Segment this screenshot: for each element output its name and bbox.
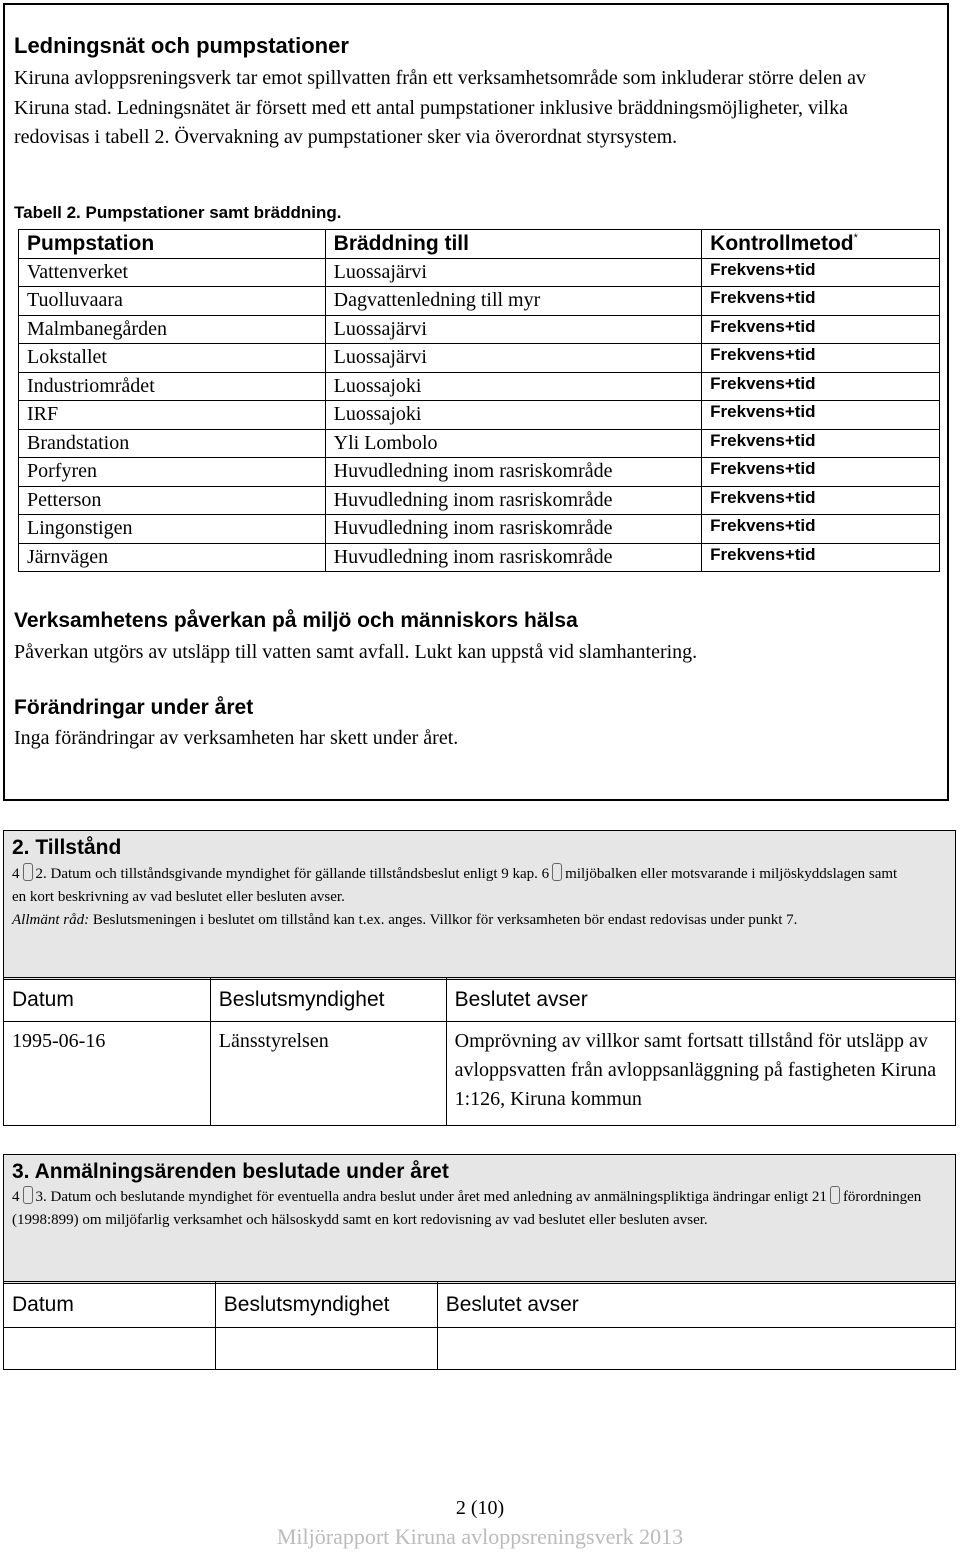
- cell-braddning: Luossajärvi: [325, 315, 702, 344]
- cell-pumpstation: Industriområdet: [19, 372, 326, 401]
- section-title-forandringar: Förändringar under året: [14, 696, 254, 719]
- header-beslutsmyndighet: Beslutsmyndighet: [210, 978, 446, 1022]
- header-braddning: Bräddning till: [325, 230, 702, 259]
- cell-kontrollmetod: Frekvens+tid: [702, 315, 940, 344]
- cell-pumpstation: Lokstallet: [19, 344, 326, 373]
- header-datum: Datum: [4, 1282, 216, 1328]
- table-row: [19, 543, 940, 572]
- cell-datum: [4, 1328, 216, 1370]
- table-caption: Tabell 2. Pumpstationer samt bräddning.: [14, 203, 342, 222]
- cell-datum: 1995-06-16: [4, 1022, 211, 1126]
- section-text-paverkan: Påverkan utgörs av utsläpp till vatten samt avfall. Lukt kan uppstå vid slamhantering.: [14, 641, 698, 663]
- cell-pumpstation: Vattenverket: [19, 258, 326, 287]
- cell-beslutet-avser: Omprövning av villkor samt fortsatt tillstånd för utsläpp av avloppsvatten från avloppsanläggning på fastigheten Kiruna 1:126, Kiruna kommun: [446, 1022, 955, 1126]
- cell-kontrollmetod: Frekvens+tid: [702, 543, 940, 572]
- section-title-tillstand: 2. Tillstånd: [12, 836, 122, 859]
- section-mark-icon: [830, 1186, 840, 1204]
- section-mark-icon: [552, 863, 562, 881]
- cell-braddning: Huvudledning inom rasriskområde: [325, 458, 702, 487]
- cell-beslutet-avser: [437, 1328, 955, 1370]
- section-mark-icon: [23, 1186, 33, 1204]
- header-beslutsmyndighet: Beslutsmyndighet: [215, 1282, 437, 1328]
- cell-kontrollmetod: Frekvens+tid: [702, 429, 940, 458]
- section-title-ledningsnat: Ledningsnät och pumpstationer: [14, 33, 349, 58]
- cell-braddning: Huvudledning inom rasriskområde: [325, 486, 702, 515]
- table-row: [19, 372, 940, 401]
- header-datum: Datum: [4, 978, 211, 1022]
- header-kontrollmetod: Kontrollmetod*: [702, 230, 940, 259]
- table-row: [4, 1328, 956, 1370]
- header-beslutet-avser: Beslutet avser: [437, 1282, 955, 1328]
- cell-kontrollmetod: Frekvens+tid: [702, 458, 940, 487]
- section-mark-icon: [23, 863, 33, 881]
- table-header-row: [4, 1282, 956, 1328]
- anmalan-header-box: [3, 1154, 956, 1284]
- tillstand-hint: 4 2. Datum och tillståndsgivande myndighet för gällande tillståndsbeslut enligt 9 kap. 6 miljöbalken eller motsvarande i miljöskyddslagen samt en kort beskrivning av vad beslutet eller besluten avser. Allmänt råd: Beslutsmeningen i beslutet om tillstånd kan t.ex. anges. Villkor för verksamheten bör endast redovisas under punkt 7.: [12, 863, 912, 932]
- table-row: [19, 315, 940, 344]
- cell-kontrollmetod: Frekvens+tid: [702, 258, 940, 287]
- section-title-anmalan: 3. Anmälningsärenden beslutade under året: [12, 1160, 449, 1183]
- cell-kontrollmetod: Frekvens+tid: [702, 372, 940, 401]
- cell-pumpstation: Lingonstigen: [19, 515, 326, 544]
- cell-pumpstation: Malmbanegården: [19, 315, 326, 344]
- cell-braddning: Luossajoki: [325, 372, 702, 401]
- cell-beslutsmyndighet: [215, 1328, 437, 1370]
- cell-braddning: Luossajärvi: [325, 344, 702, 373]
- table-row: [4, 1022, 956, 1126]
- table-row: [19, 344, 940, 373]
- header-beslutet-avser: Beslutet avser: [446, 978, 955, 1022]
- cell-pumpstation: IRF: [19, 401, 326, 430]
- cell-braddning: Luossajärvi: [325, 258, 702, 287]
- cell-kontrollmetod: Frekvens+tid: [702, 344, 940, 373]
- cell-braddning: Luossajoki: [325, 401, 702, 430]
- cell-kontrollmetod: Frekvens+tid: [702, 401, 940, 430]
- tillstand-header-box: [3, 830, 956, 980]
- footer-text: Miljörapport Kiruna avloppsreningsverk 2013: [276, 1524, 684, 1549]
- cell-braddning: Dagvattenledning till myr: [325, 287, 702, 316]
- section-title-paverkan: Verksamhetens påverkan på miljö och människors hälsa: [14, 609, 578, 632]
- table-row: [19, 287, 940, 316]
- cell-pumpstation: Järnvägen: [19, 543, 326, 572]
- table-header-row: [4, 978, 956, 1022]
- section-text-forandringar: Inga förändringar av verksamheten har skett under året.: [14, 727, 459, 749]
- table-row: [19, 258, 940, 287]
- cell-kontrollmetod: Frekvens+tid: [702, 515, 940, 544]
- table-row: [19, 486, 940, 515]
- anmalan-hint: 4 3. Datum och beslutande myndighet för eventuella andra beslut under året med anledning av anmälningspliktiga ändringar enligt 21 förordningen (1998:899) om miljöfarlig verksamhet och hälsoskydd samt en kort redovisning av vad beslutet eller besluten avser.: [12, 1186, 927, 1232]
- cell-pumpstation: Brandstation: [19, 429, 326, 458]
- cell-braddning: Huvudledning inom rasriskområde: [325, 543, 702, 572]
- tillstand-table: [3, 977, 956, 1126]
- pumpstation-table: [18, 229, 940, 572]
- table-row: [19, 401, 940, 430]
- anmalan-table: [3, 1281, 956, 1370]
- table-row: [19, 458, 940, 487]
- section-text-ledningsnat: Kiruna avloppsreningsverk tar emot spillvatten från ett verksamhetsområde som inkluderar större delen av Kiruna stad. Ledningsnätet är försett med ett antal pumpstationer inklusive bräddningsmöjligheter, vilka redovisas i tabell 2. Övervakning av pumpstationer sker via överordnat styrsystem.: [14, 67, 866, 148]
- cell-braddning: Huvudledning inom rasriskområde: [325, 515, 702, 544]
- cell-beslutsmyndighet: Länsstyrelsen: [210, 1022, 446, 1126]
- cell-pumpstation: Porfyren: [19, 458, 326, 487]
- cell-pumpstation: Tuolluvaara: [19, 287, 326, 316]
- table-body: [19, 258, 940, 572]
- cell-braddning: Yli Lombolo: [325, 429, 702, 458]
- cell-kontrollmetod: Frekvens+tid: [702, 287, 940, 316]
- cell-kontrollmetod: Frekvens+tid: [702, 486, 940, 515]
- table-row: [19, 515, 940, 544]
- footnote-mark: *: [853, 231, 858, 244]
- header-pumpstation: Pumpstation: [19, 230, 326, 259]
- table-row: [19, 429, 940, 458]
- page-number: 2 (10): [455, 1497, 505, 1519]
- cell-pumpstation: Petterson: [19, 486, 326, 515]
- table-header-row: [19, 230, 940, 259]
